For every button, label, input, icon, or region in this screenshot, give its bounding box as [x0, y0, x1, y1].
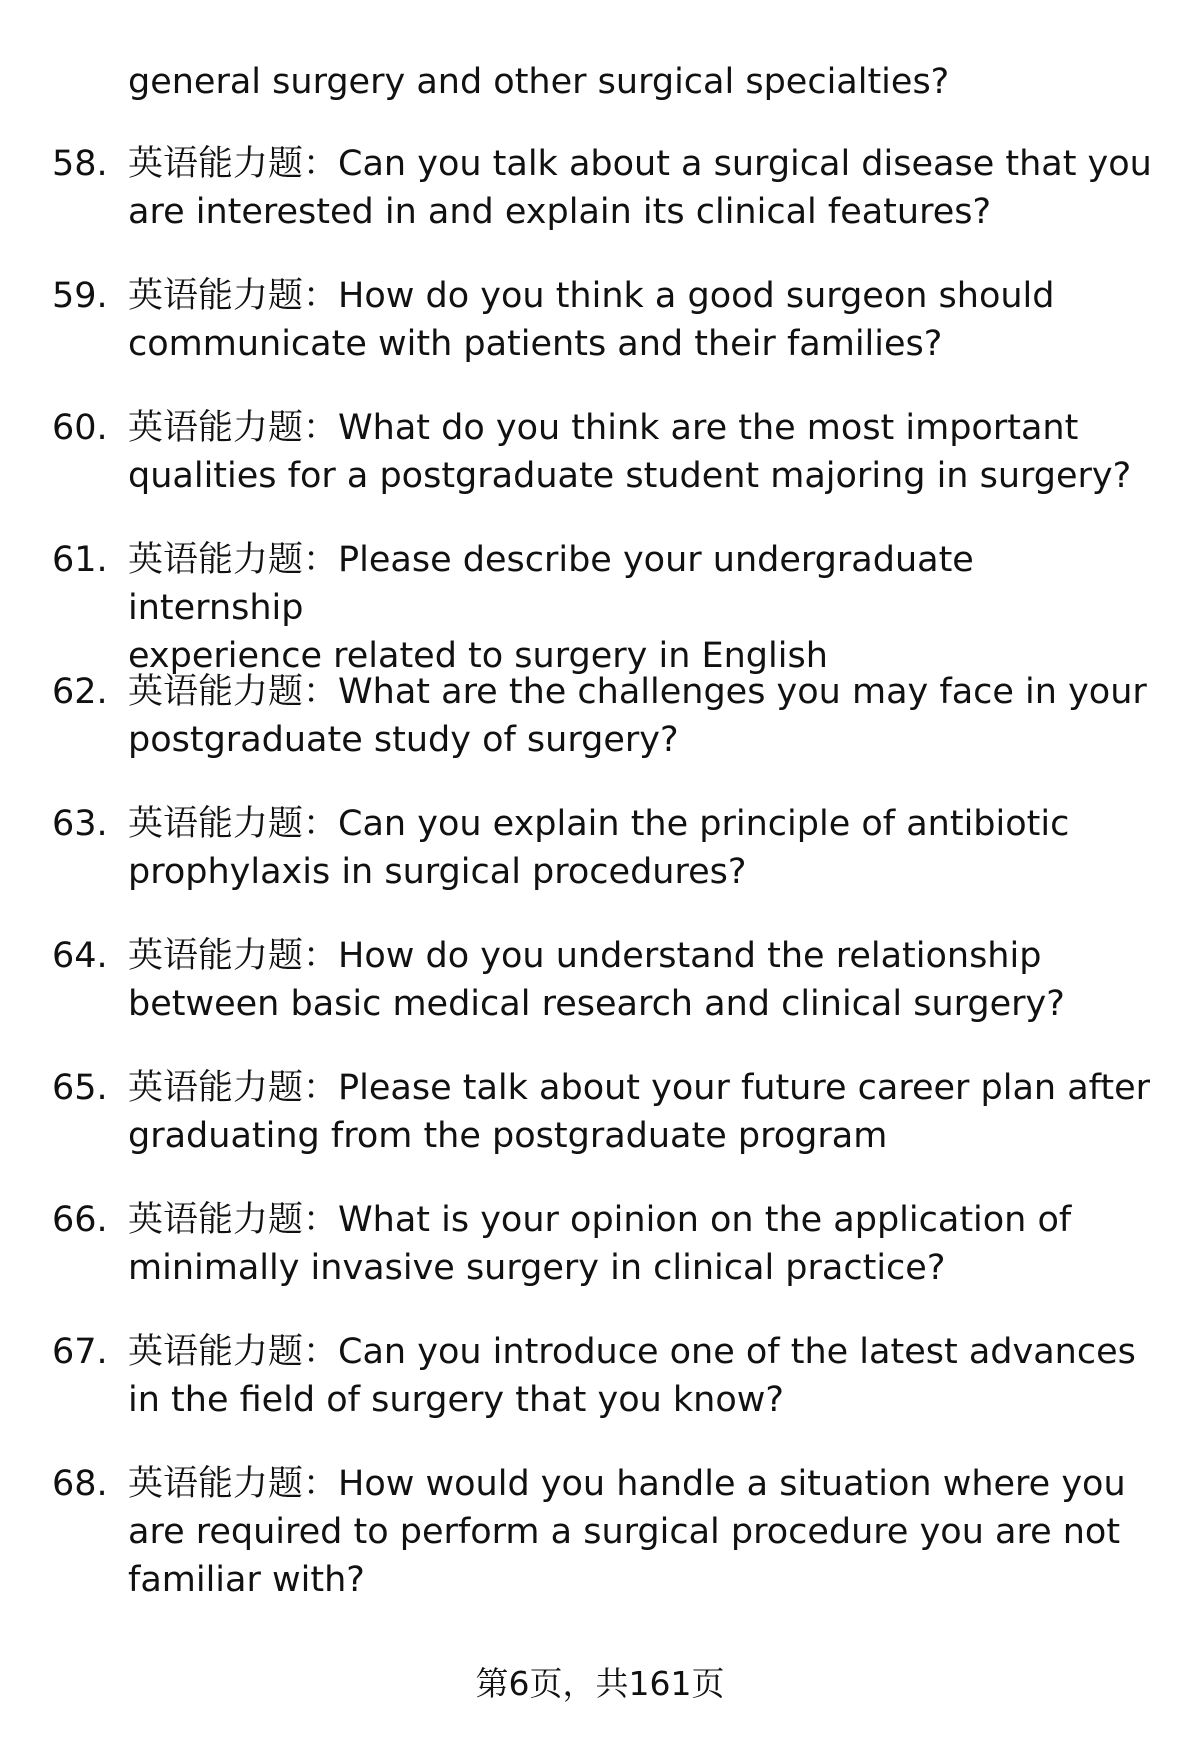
question-item	[0, 1460, 1200, 1640]
question-colon: ：	[303, 1464, 339, 1504]
question-number: 68.	[52, 1464, 108, 1504]
question-category: 英语能力题	[128, 144, 304, 184]
question-colon: ：	[303, 144, 339, 184]
question-text: Can you talk about a surgical disease that you are interested in and explain its clinical features?	[128, 144, 1152, 232]
question-number: 65.	[52, 1068, 108, 1108]
question-text: What do you think are the most important qualities for a postgraduate student majoring in surgery?	[128, 408, 1132, 496]
question-item	[0, 932, 1200, 1064]
question-category: 英语能力题	[128, 276, 304, 316]
question-body	[128, 1460, 1158, 1604]
question-category: 英语能力题	[128, 1332, 304, 1372]
question-text: How do you understand the relationship between basic medical research and clinical surgery?	[128, 936, 1065, 1024]
question-number: 60.	[52, 408, 108, 448]
question-category: 英语能力题	[128, 1200, 304, 1240]
question-body	[128, 272, 1158, 368]
question-list	[0, 140, 1200, 1640]
question-body	[128, 140, 1158, 236]
question-category: 英语能力题	[128, 540, 304, 580]
question-colon: ：	[303, 540, 339, 580]
question-text: What is your opinion on the application of minimally invasive surgery in clinical practice?	[128, 1200, 1072, 1288]
question-text: Can you explain the principle of antibiotic prophylaxis in surgical procedures?	[128, 804, 1070, 892]
question-category: 英语能力题	[128, 408, 304, 448]
question-colon: ：	[303, 1200, 339, 1240]
page-footer: 第6页，共161页	[475, 1664, 725, 1703]
question-category: 英语能力题	[128, 936, 304, 976]
question-body	[128, 1196, 1158, 1292]
question-colon: ：	[303, 672, 339, 712]
question-item	[0, 404, 1200, 536]
question-item	[0, 1064, 1200, 1196]
question-number: 67.	[52, 1332, 108, 1372]
question-number: 58.	[52, 144, 108, 184]
question-item	[0, 1328, 1200, 1460]
question-number: 66.	[52, 1200, 108, 1240]
question-number: 63.	[52, 804, 108, 844]
question-body	[128, 1328, 1158, 1424]
question-text: Please talk about your future career plan after graduating from the postgraduate program	[128, 1068, 1151, 1156]
question-item	[0, 272, 1200, 404]
question-text: What are the challenges you may face in your postgraduate study of surgery?	[128, 672, 1147, 760]
question-number: 62.	[52, 672, 108, 712]
question-colon: ：	[303, 1332, 339, 1372]
question-category: 英语能力题	[128, 1464, 304, 1504]
continued-question-text: general surgery and other surgical specialties?	[128, 62, 950, 102]
question-item	[0, 668, 1200, 800]
question-colon: ：	[303, 1068, 339, 1108]
question-item	[0, 800, 1200, 932]
question-text: Can you introduce one of the latest advances in the field of surgery that you know?	[128, 1332, 1136, 1420]
question-text: How would you handle a situation where you are required to perform a surgical procedure you are not familiar with?	[128, 1464, 1126, 1600]
question-body	[128, 932, 1158, 1028]
question-number: 64.	[52, 936, 108, 976]
question-number: 61.	[52, 540, 108, 580]
question-item	[0, 140, 1200, 272]
question-body	[128, 668, 1158, 764]
question-text: How do you think a good surgeon should communicate with patients and their families?	[128, 276, 1055, 364]
question-number: 59.	[52, 276, 108, 316]
question-colon: ：	[303, 408, 339, 448]
question-item	[0, 1196, 1200, 1328]
question-category: 英语能力题	[128, 804, 304, 844]
question-colon: ：	[303, 936, 339, 976]
question-item	[0, 536, 1200, 676]
question-category: 英语能力题	[128, 672, 304, 712]
question-colon: ：	[303, 804, 339, 844]
question-category: 英语能力题	[128, 1068, 304, 1108]
question-colon: ：	[303, 276, 339, 316]
question-text: Please describe your undergraduate internship experience related to surgery in English	[128, 540, 974, 676]
question-body	[128, 536, 1158, 680]
question-body	[128, 1064, 1158, 1160]
question-body	[128, 404, 1158, 500]
question-body	[128, 800, 1158, 896]
